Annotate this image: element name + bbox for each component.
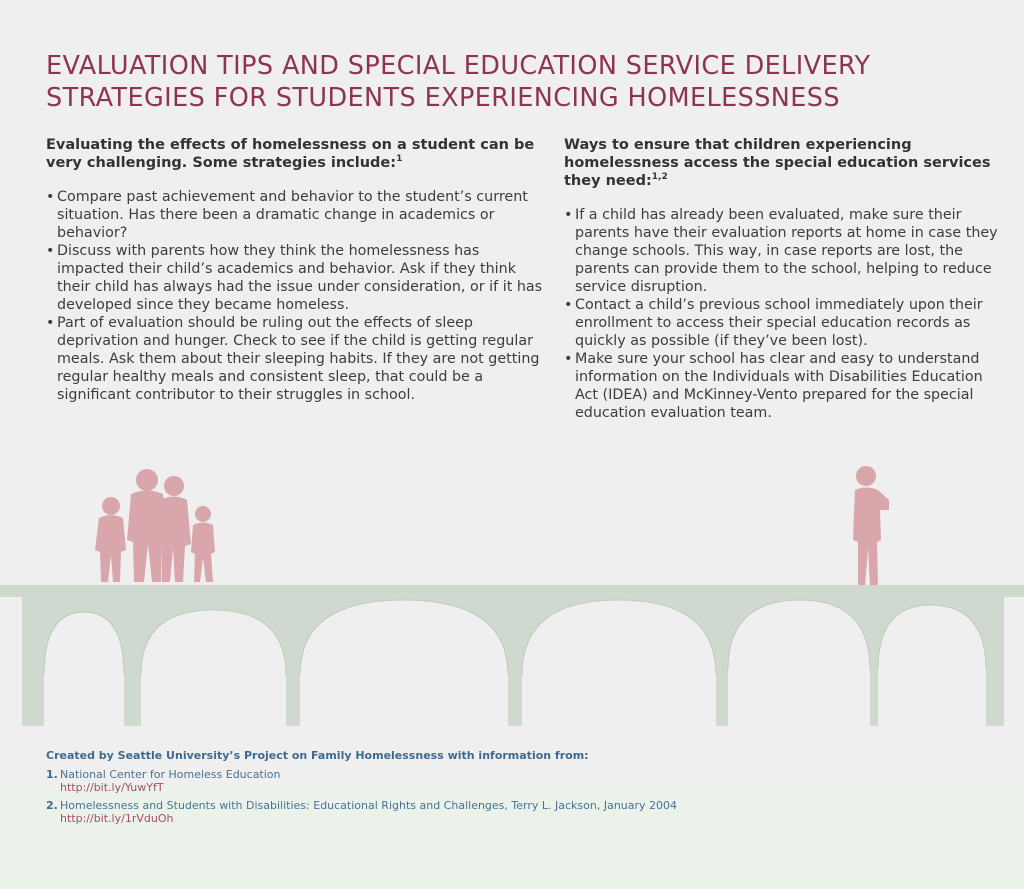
evaluation-strategies-section bbox=[46, 136, 546, 404]
service-access-heading: Ways to ensure that children experiencing homelessness access the special education services they need:$^{1,2}$ bbox=[564, 137, 991, 189]
evaluation-strategies-heading: Evaluating the effects of homelessness on a student can be very challenging. Some strategies include:$^1$ bbox=[46, 137, 535, 171]
list-item: • Discuss with parents how they think the homelessness has impacted their child’s academics and behavior. Ask if they think their child has always had the issue under consideration, or if it has developed since they became homeless. bbox=[46, 242, 546, 314]
evaluation-strategies-list bbox=[46, 188, 546, 404]
reference-number: 1. bbox=[46, 768, 58, 781]
service-access-section bbox=[564, 136, 1004, 422]
reference-body bbox=[60, 799, 677, 825]
title-line-1: EVALUATION TIPS AND SPECIAL EDUCATION SERVICE DELIVERY bbox=[46, 51, 871, 81]
reference-body bbox=[60, 768, 281, 794]
reference-link[interactable]: http://bit.ly/YuwYfT bbox=[60, 781, 164, 794]
title-line-2: STRATEGIES FOR STUDENTS EXPERIENCING HOMELESSNESS bbox=[46, 83, 840, 113]
list-item: • If a child has already been evaluated, make sure their parents have their evaluation reports at home in case they change schools. This way, in case reports are lost, the parents can provide them to the school, helping to reduce service disruption. bbox=[564, 206, 1004, 296]
bridge-illustration bbox=[0, 440, 1024, 740]
list-item: • Compare past achievement and behavior to the student’s current situation. Has there been a dramatic change in academics or behavior? bbox=[46, 188, 546, 242]
family-silhouette bbox=[95, 469, 215, 582]
reference-item bbox=[46, 799, 1006, 825]
page-title bbox=[46, 50, 1006, 114]
reference-text: Homelessness and Students with Disabilities: Educational Rights and Challenges, Terry L. Jackson, January 2004 bbox=[60, 799, 678, 812]
credits-lead: Created by Seattle University’s Project on Family Homelessness with information from: bbox=[46, 749, 589, 762]
reference-number: 2. bbox=[46, 799, 58, 812]
credits bbox=[46, 749, 1006, 830]
list-item: • Make sure your school has clear and easy to understand information on the Individuals with Disabilities Education Act (IDEA) and McKinney-Vento prepared for the special education evaluation team. bbox=[564, 350, 1004, 422]
footnote-ref: 1,2 bbox=[651, 172, 668, 183]
bridge bbox=[0, 585, 1024, 726]
reference-text: National Center for Homeless Education bbox=[60, 768, 281, 781]
list-item: • Part of evaluation should be ruling out the effects of sleep deprivation and hunger. Check to see if the child is getting regular meals. Ask them about their sleeping habits. If they are not getting regular healthy meals and consistent sleep, that could be a significant contributor to their struggles in school. bbox=[46, 314, 546, 404]
reference-link[interactable]: http://bit.ly/1rVduOh bbox=[60, 812, 174, 825]
list-item: • Contact a child’s previous school immediately upon their enrollment to access their special education records as quickly as possible (if they’ve been lost). bbox=[564, 296, 1004, 350]
reference-item bbox=[46, 768, 1006, 794]
service-access-list bbox=[564, 206, 1004, 422]
footnote-ref: 1 bbox=[396, 154, 403, 165]
reader-silhouette bbox=[853, 466, 889, 586]
